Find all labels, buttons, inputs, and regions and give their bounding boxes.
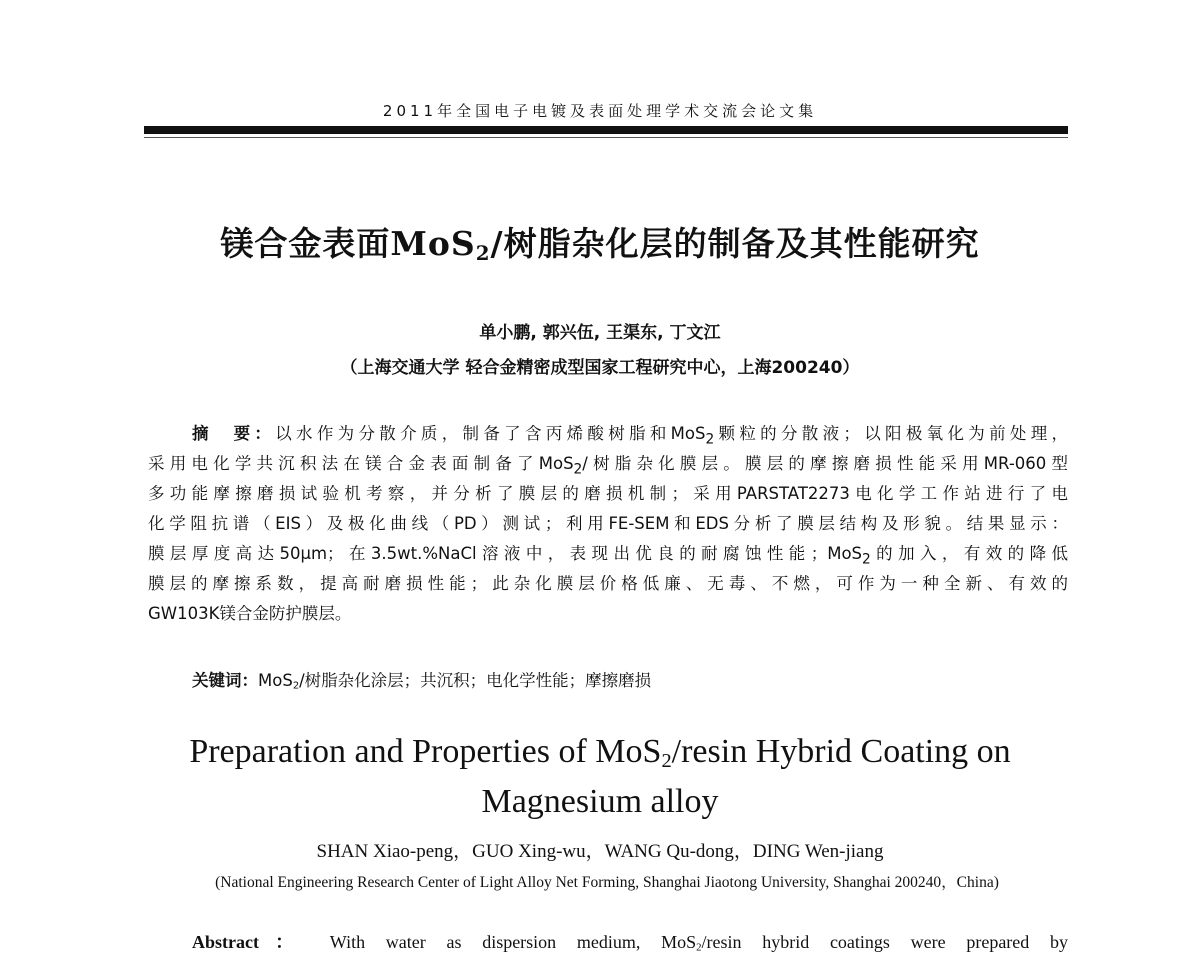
- abstract-sub: 2: [862, 551, 871, 568]
- title-cn-part2: /树脂杂化层的制备及其性能研究: [490, 224, 980, 263]
- abstract-line: [148, 479, 1068, 509]
- keywords-sub: 2: [292, 680, 300, 692]
- title-chinese: [0, 218, 1200, 265]
- title-english-line2: Magnesium alloy: [481, 783, 719, 820]
- abstract-text: 颗粒的分散液；以阳极氧化为前处理，: [714, 424, 1069, 443]
- abstract-text: 采用电化学共沉积法在镁合金表面制备了MoS: [148, 454, 574, 473]
- abstract-line: [148, 539, 1068, 569]
- abstract-text: 以水作为分散介质，制备了含丙烯酸树脂和MoS: [275, 424, 706, 443]
- title-cn-sub: 2: [475, 240, 491, 265]
- abstract-label: 摘 要：: [192, 424, 276, 443]
- abstract-text: 化学阻抗谱（EIS）及极化曲线（PD）测试；利用FE-SEM和EDS分析了膜层结构及形貌。结果显示：: [148, 514, 1068, 533]
- abstract-en-text: With water as dispersion medium, MoS: [309, 932, 697, 952]
- abstract-en-sub: 2: [696, 941, 702, 954]
- authors-chinese: 单小鹏, 郭兴伍, 王渠东, 丁文江: [479, 323, 721, 343]
- title-en-part1: Preparation and Properties of MoS: [189, 733, 662, 770]
- header-rule-thin: [144, 137, 1068, 138]
- header-rule: [144, 126, 1068, 134]
- abstract-line: [148, 509, 1068, 539]
- authors-english: SHAN Xiao-peng，GUO Xing-wu，WANG Qu-dong，DING Wen-jiang: [316, 841, 884, 862]
- title-english-line1: [0, 733, 1200, 771]
- abstract-text: 膜层的摩擦系数，提高耐磨损性能；此杂化膜层价格低廉、无毒、不燃，可作为一种全新、有效的: [148, 574, 1068, 593]
- title-en-part2: /resin Hybrid Coating on: [671, 733, 1011, 770]
- keywords-text: /树脂杂化涂层；共沉积；电化学性能；摩擦磨损: [299, 671, 652, 690]
- abstract-line: [148, 599, 1068, 629]
- abstract-sub: 2: [573, 461, 583, 478]
- abstract-line: [148, 419, 1068, 449]
- title-en-sub: 2: [661, 750, 672, 773]
- keywords-label: 关键词：: [192, 671, 258, 690]
- title-cn-part1: 镁合金表面MoS: [220, 224, 476, 263]
- running-header: 2011年全国电子电镀及表面处理学术交流会论文集: [382, 102, 818, 120]
- abstract-text: 膜层厚度高达50μm；在3.5wt.%NaCl溶液中，表现出优良的耐腐蚀性能；MoS: [148, 544, 863, 563]
- abstract-text: 的加入，有效的降低: [870, 544, 1068, 563]
- abstract-text: GW103K镁合金防护膜层。: [148, 604, 352, 623]
- abstract-text: 多功能摩擦磨损试验机考察，并分析了膜层的磨损机制；采用PARSTAT2273电化学工作站进行了电: [148, 484, 1068, 503]
- keywords-chinese: [192, 667, 651, 691]
- affiliation-english: (National Engineering Research Center of Light Alloy Net Forming, Shanghai Jiaotong University, Shanghai 200240，China): [215, 874, 999, 891]
- abstract-english: [192, 928, 1068, 954]
- abstract-text: /树脂杂化膜层。膜层的摩擦磨损性能采用MR-060型: [582, 454, 1068, 473]
- abstract-line: [148, 449, 1068, 479]
- abstract-en-label: Abstract：: [192, 932, 310, 952]
- affiliation-chinese: （上海交通大学 轻合金精密成型国家工程研究中心，上海200240）: [340, 358, 860, 378]
- abstract-en-text: /resin hybrid coatings were prepared by: [701, 932, 1068, 952]
- abstract-chinese: [148, 419, 1068, 629]
- abstract-line: [148, 569, 1068, 599]
- keywords-text: MoS: [258, 671, 293, 690]
- abstract-sub: 2: [705, 431, 715, 448]
